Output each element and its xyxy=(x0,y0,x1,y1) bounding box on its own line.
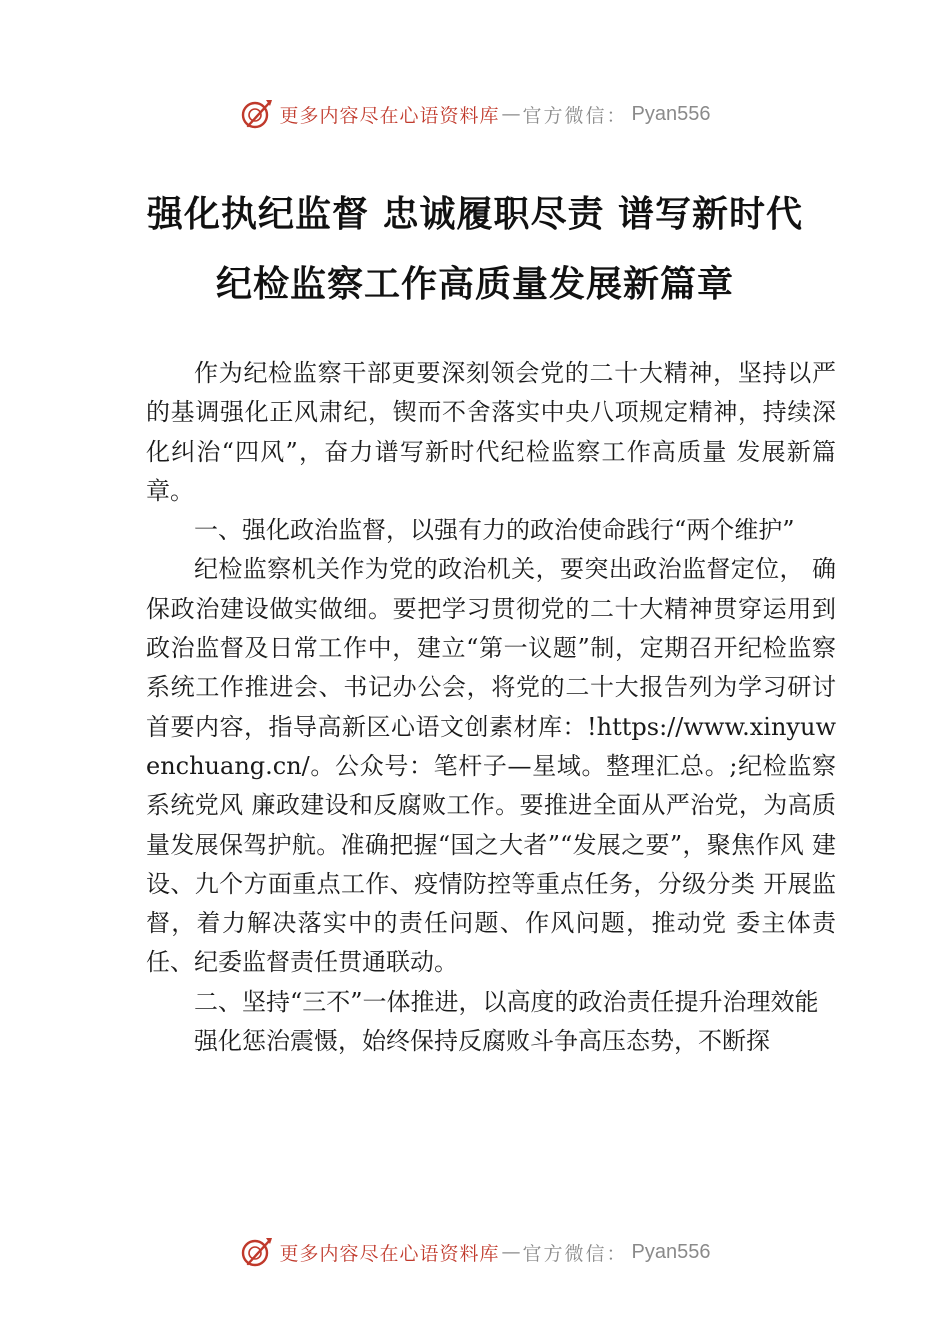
footer-watermark-banner xyxy=(0,1232,950,1272)
banner-wechat-label: 官方微信： xyxy=(522,1242,628,1265)
section-heading-2: 二、坚持“三不”一体推进，以高度的政治责任提升治理效能 xyxy=(194,987,819,1016)
brand-logo-icon xyxy=(240,96,276,132)
header-watermark-banner xyxy=(0,94,950,134)
document-title-line-2: 纪检监察工作高质量发展新篇章 xyxy=(215,263,734,305)
banner-wechat-id: Pyan556 xyxy=(631,102,711,125)
brand-logo-icon xyxy=(240,1234,276,1270)
document-title-line-1: 强化执纪监督 忠诚履职尽责 谱写新时代 xyxy=(146,193,804,235)
paragraph-section-2: 强化惩治震慑，始终保持反腐败斗争高压态势，不断探 xyxy=(194,1027,770,1056)
paragraph-intro: 作为纪检监察干部更要深刻领会党的二十大精神，坚持以严的基调强化正风肃纪，锲而不舍落实中央八项规定精神，持续深化纠治“四风”，奋力谱写新时代纪检监察工作高质量 发展新篇章。 xyxy=(146,359,836,505)
banner-dash: — xyxy=(501,1241,521,1263)
paragraph-section-1: 纪检监察机关作为党的政治机关，要突出政治监督定位， 确保政治建设做实做细。要把学习贯彻党的二十大精神贯穿运用到政治监督及日常工作中，建立“第一议题”制，定期召开纪检监察系统工作推进会、书记办公会，将党的二十大报告列为学习研讨首要内容，指导高新区心语文创素材库：!https://www.xinyuwenchuang.cn/。公众号：笔杆子—星域。整理汇总。;纪检监察系统党风 廉政建设和反腐败工作。要推进全面从严治党，为高质量发展保驾护航。准确把握“国之大者”“发展之要”，聚焦作风 建设、九个方面重点工作、疫情防控等重点任务，分级分类 开展监督，着力解决落实中的责任问题、作风问题，推动党 委主体责任、纪委监督责任贯通联动。 xyxy=(146,555,836,977)
section-heading-1: 一、强化政治监督，以强有力的政治使命践行“两个维护” xyxy=(194,516,795,545)
banner-wechat-label: 官方微信： xyxy=(522,104,628,127)
banner-text: 更多内容尽在心语资料库 xyxy=(279,1242,500,1265)
banner-wechat-id: Pyan556 xyxy=(631,1240,711,1263)
banner-dash: — xyxy=(501,103,521,125)
document-body xyxy=(146,354,836,1061)
banner-text: 更多内容尽在心语资料库 xyxy=(279,104,500,127)
